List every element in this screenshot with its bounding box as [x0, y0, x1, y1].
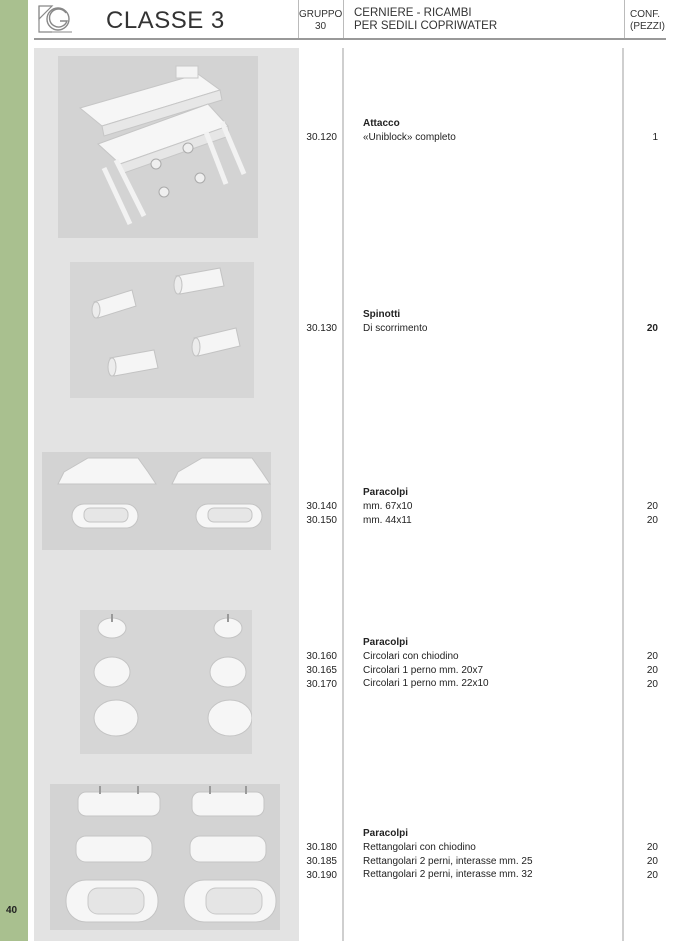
- product-item-desc: «Uniblock» completo: [363, 131, 456, 143]
- product-description: [363, 636, 618, 691]
- product-item-desc: Circolari 1 perno mm. 20x7: [363, 664, 484, 676]
- product-code: 30.140: [306, 501, 337, 512]
- product-item-desc: Di scorrimento: [363, 322, 428, 334]
- catalog-header: [34, 0, 666, 40]
- product-qty: 20: [646, 869, 658, 881]
- product-title: Attacco: [363, 118, 400, 129]
- product-item-desc: Rettangolari con chiodino: [363, 841, 476, 853]
- product-quantities: [630, 131, 658, 145]
- paracolpi-circular-image: [80, 610, 252, 754]
- product-qty: 20: [646, 664, 658, 676]
- product-codes: [300, 650, 337, 691]
- product-codes: [300, 322, 337, 336]
- product-qty: 1: [652, 132, 658, 143]
- brand-logo-icon: [36, 4, 74, 34]
- product-qty: 20: [646, 323, 658, 334]
- product-item-desc: mm. 44x11: [363, 514, 412, 526]
- product-item-desc: Rettangolari 2 perni, interasse mm. 25: [363, 855, 533, 867]
- product-code: 30.165: [306, 664, 337, 676]
- product-description: [363, 308, 618, 336]
- product-codes: [300, 500, 337, 528]
- product-code: 30.130: [306, 323, 337, 334]
- product-qty: 20: [646, 855, 658, 867]
- product-qty: 20: [646, 678, 658, 690]
- product-qty: 20: [646, 842, 658, 853]
- product-title: Spinotti: [363, 309, 401, 320]
- conf-label: CONF.: [630, 9, 660, 20]
- conf-column-divider: [622, 48, 624, 941]
- class-title: CLASSE 3: [106, 7, 225, 34]
- product-code: 30.150: [306, 514, 337, 526]
- conf-unit: (PEZZI): [630, 21, 665, 32]
- product-qty: 20: [646, 651, 658, 662]
- product-codes: [300, 841, 337, 882]
- product-qty: 20: [646, 514, 658, 526]
- product-quantities: [630, 322, 658, 336]
- product-quantities: [630, 650, 658, 691]
- product-code: 30.185: [306, 855, 337, 867]
- product-code: 30.180: [306, 842, 337, 853]
- page-number: 40: [6, 905, 18, 916]
- group-column-header: [298, 0, 342, 38]
- product-title: Paracolpi: [363, 637, 409, 648]
- category-header: [343, 0, 623, 38]
- product-description: [363, 117, 618, 145]
- product-quantities: [630, 500, 658, 528]
- product-codes: [300, 131, 337, 145]
- product-item-desc: Circolari con chiodino: [363, 650, 459, 662]
- product-code: 30.120: [306, 132, 337, 143]
- product-code: 30.160: [306, 651, 337, 662]
- product-qty: 20: [646, 501, 658, 512]
- category-line-1: CERNIERE - RICAMBI: [354, 7, 472, 19]
- product-title: Paracolpi: [363, 828, 409, 839]
- product-item-desc: Rettangolari 2 perni, interasse mm. 32: [363, 869, 533, 881]
- product-item-desc: Circolari 1 perno mm. 22x10: [363, 678, 489, 690]
- group-number: 30: [314, 21, 327, 32]
- paracolpi-rect-pins-image: [50, 784, 280, 930]
- uniblock-kit-image: [58, 56, 258, 238]
- spinotti-image: [70, 262, 254, 398]
- product-description: [363, 827, 618, 882]
- conf-column-header: [624, 0, 666, 38]
- side-color-strip: [0, 0, 28, 941]
- product-item-desc: mm. 67x10: [363, 500, 413, 512]
- code-column-divider: [342, 48, 344, 941]
- category-line-2: PER SEDILI COPRIWATER: [354, 20, 498, 32]
- product-description: [363, 486, 618, 527]
- group-label: GRUPPO: [299, 9, 343, 20]
- product-code: 30.190: [306, 869, 337, 881]
- product-image-column: [34, 48, 299, 941]
- paracolpi-rectangular-image: [42, 452, 271, 550]
- header-divider: [34, 38, 666, 40]
- product-title: Paracolpi: [363, 487, 409, 498]
- product-code: 30.170: [306, 678, 337, 690]
- product-quantities: [630, 841, 658, 882]
